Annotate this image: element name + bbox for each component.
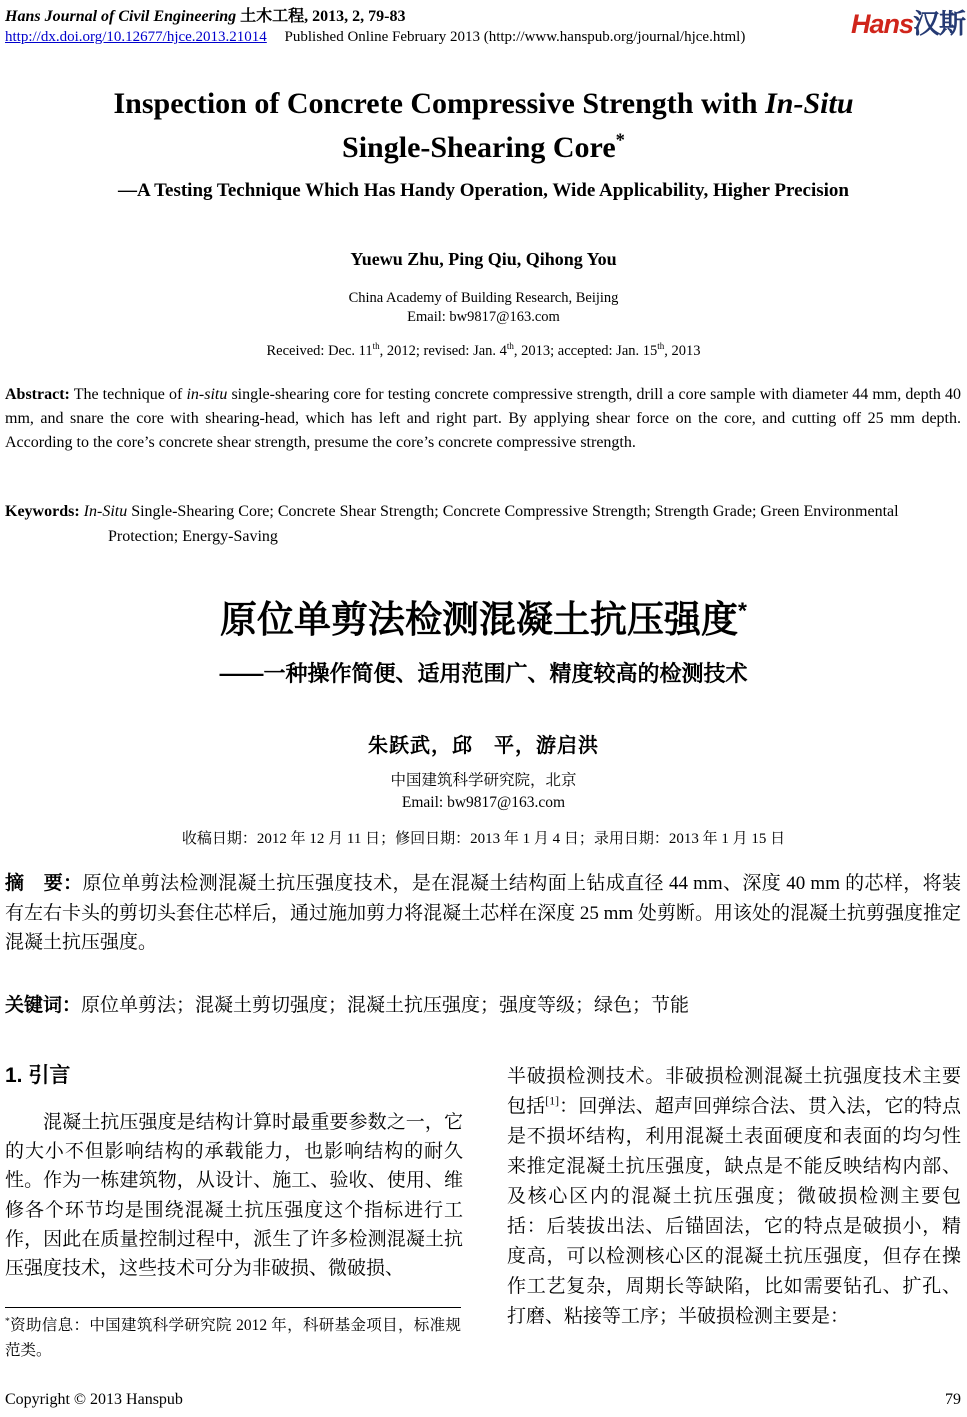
body-columns (5, 1062, 961, 1332)
paper-subtitle: —A Testing Technique Which Has Handy Operation, Wide Applicability, Higher Precision (118, 180, 849, 201)
email-en: Email: bw9817@163.com (407, 309, 560, 325)
affiliation-cn: 中国建筑科学研究院，北京 (390, 772, 577, 789)
left-column (5, 1062, 463, 1332)
keywords-cn-label: 关键词： (5, 995, 82, 1016)
authors-en: Yuewu Zhu, Ping Qiu, Qihong You (350, 249, 617, 269)
title-line2: Single-Shearing Core (342, 131, 616, 164)
citation-1: [1] (545, 1094, 560, 1108)
received-part: Received: Dec. 11 (266, 343, 373, 359)
title-line1: Inspection of Concrete Compressive Strength with (113, 87, 766, 120)
received-part: , 2013 (664, 343, 701, 359)
received-sup: th (372, 341, 380, 352)
received-sup: th (506, 341, 514, 352)
title-footnote-mark: * (615, 130, 625, 151)
hans-logo (851, 2, 965, 41)
affiliation-en: China Academy of Building Research, Beijing (348, 290, 619, 306)
hans-logo-cn-text: 汉斯 (913, 9, 965, 39)
right-column (507, 1062, 961, 1332)
authors-cn: 朱跃武，邱 平，游启洪 (368, 735, 599, 757)
abstract-cn (5, 869, 961, 958)
abstract-text-pre: The technique of (69, 386, 187, 403)
intro-paragraph-right (507, 1062, 961, 1332)
copyright: Copyright © 2013 Hanspub (5, 1391, 183, 1408)
keywords-italic: In-Situ (79, 503, 128, 520)
footnote-mark: * (5, 1315, 10, 1327)
email-cn: Email: bw9817@163.com (401, 794, 566, 811)
paper-subtitle-cn: ——一种操作简便、适用范围广、精度较高的检测技术 (219, 661, 748, 686)
journal-header-line1 (5, 3, 406, 26)
section-1-heading: 1. 引言 (5, 1064, 71, 1087)
doi-link[interactable]: http://dx.doi.org/10.12677/hjce.2013.21014 (5, 29, 267, 45)
received-part: , 2013; accepted: Jan. 15 (513, 343, 658, 359)
title-line1-italic: In-Situ (765, 87, 854, 120)
affiliation-block-cn (0, 770, 967, 814)
affiliation-block-en (0, 289, 967, 327)
journal-issue-cn: 土木工程, 2013, 2, 79-83 (240, 8, 406, 25)
dates-cn: 收稿日期：2012 年 12 月 11 日；修回日期：2013 年 1 月 4 日；录用日期：2013 年 1 月 15 日 (181, 831, 786, 847)
right-text-1: 半破损检测技术。非破损检测混凝土抗强度技术主要包括 (507, 1066, 961, 1117)
keywords-text: Single-Shearing Core; Concrete Shear Strength; Concrete Compressive Strength; Strength Grade; Green Environmental Protection; Energy-Saving (108, 503, 899, 545)
keywords-en (5, 499, 961, 549)
page-number: 79 (945, 1391, 961, 1408)
abstract-en (5, 383, 961, 456)
intro-paragraph-left: 混凝土抗压强度是结构计算时最重要参数之一，它的大小不但影响结构的承载能力，也影响结构的耐久性。作为一栋建筑物，从设计、施工、验收、使用、维修各个环节均是围绕混凝土抗压强度这个指标进行工作，因此在质量控制过程中，派生了许多检测混凝土抗压强度技术，这些技术可分为非破损、微破损、 (5, 1112, 463, 1280)
paper-title (0, 82, 967, 170)
journal-header-line2 (5, 29, 745, 46)
keywords-cn (5, 990, 961, 1017)
footnote-text: 资助信息：中国建筑科学研究院 2012 年，科研基金项目，标准规范类。 (5, 1317, 461, 1359)
right-text-2: ：回弹法、超声回弹综合法、贯入法，它的特点是不损坏结构，利用混凝土表面硬度和表面的均匀性来推定混凝土抗压强度，缺点是不能反映结构内部、及核心区内的混凝土抗压强度；微破损检测主要包括：后装拔出法、后锚固法，它的特点是破损小，精度高，可以检测核心区的混凝土抗压强度，但存在操作工艺复杂，周期长等缺陷，比如需要钻孔、扩孔、打磨、粘接等工序；半破损检测主要是： (507, 1096, 961, 1327)
abstract-label: Abstract: (5, 386, 70, 403)
abstract-cn-label: 摘 要： (5, 873, 83, 894)
hans-logo-text: Hans (850, 9, 913, 39)
abstract-cn-text: 原位单剪法检测混凝土抗压强度技术，是在混凝土结构面上钻成直径 44 mm、深度 40 mm 的芯样，将装有左右卡头的剪切头套住芯样后，通过施加剪力将混凝土芯样在深度 25 mm 处剪断。用该处的混凝土抗剪强度推定混凝土抗压强度。 (5, 873, 961, 953)
keywords-cn-text: 原位单剪法；混凝土剪切强度；混凝土抗压强度；强度等级；绿色；节能 (81, 995, 690, 1016)
received-line (0, 343, 967, 360)
keywords-label: Keywords: (5, 503, 80, 520)
title-cn-footnote-mark: * (738, 597, 747, 624)
received-part: , 2012; revised: Jan. 4 (379, 343, 507, 359)
title-cn-text: 原位单剪法检测混凝土抗压强度 (220, 599, 739, 640)
column-gap (463, 1062, 507, 1332)
page-footer (5, 1391, 961, 1409)
abstract-text-italic: in-situ (186, 386, 228, 403)
received-sup: th (657, 341, 665, 352)
journal-name: Hans Journal of Civil Engineering (5, 8, 237, 25)
funding-footnote (5, 1307, 461, 1363)
paper-title-cn (0, 589, 967, 643)
published-note: Published Online February 2013 (http://www.hanspub.org/journal/hjce.html) (284, 29, 746, 45)
abstract-text-post: single-shearing core for testing concrete compressive strength, drill a core sample with diameter 44 mm, depth 40 mm, and snare the core with shearing-head, which has left and right part. By applying shear force on the core, and cutting off 25 mm depth. According to the core’s concrete shear strength, presume the core’s concrete compressive strength. (5, 386, 961, 452)
